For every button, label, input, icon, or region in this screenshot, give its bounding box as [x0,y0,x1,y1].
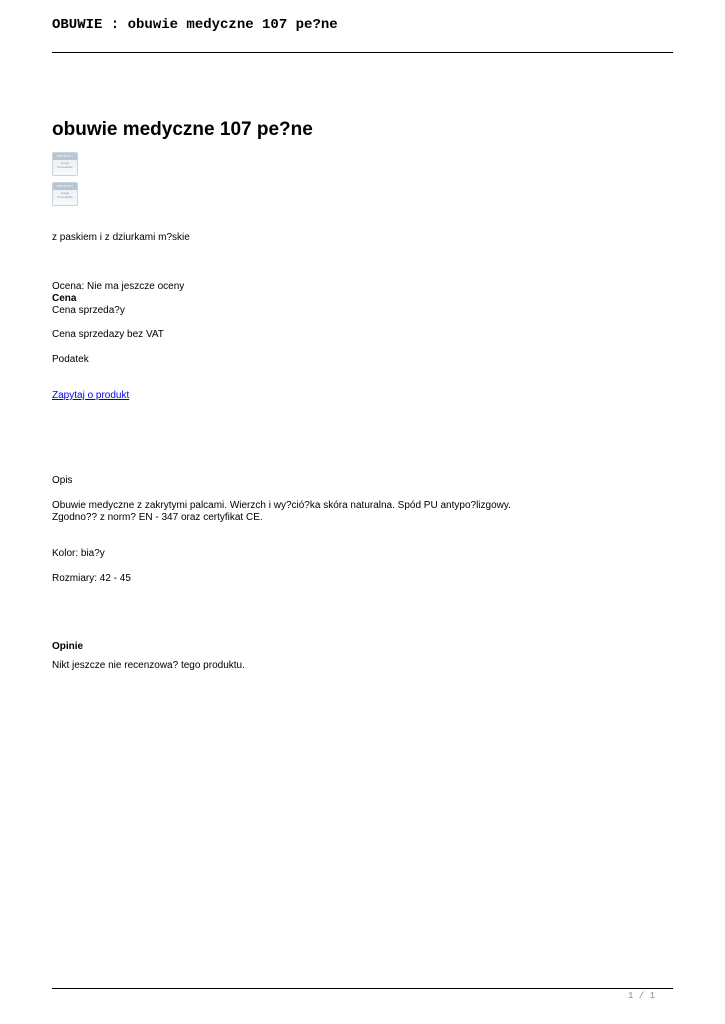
placeholder-band-label: PRODUCT [56,184,74,188]
placeholder-band-label: PRODUCT [56,154,74,158]
price-heading: Cena [52,293,77,304]
document-header-title: OBUWIE : obuwie medyczne 107 pe?ne [52,17,338,33]
description-heading: Opis [52,475,73,486]
description-line-1: Obuwie medyczne z zakrytymi palcami. Wierzch i wy?ció?ka skóra naturalna. Spód PU antypo?lizgowy. [52,500,511,511]
short-description: z paskiem i z dziurkami m?skie [52,232,190,243]
placeholder-text: Image Unavailable [57,161,73,169]
sizes-info: Rozmiary: 42 - 45 [52,573,131,584]
description-line-2: Zgodno?? z norm? EN - 347 oraz certyfikat CE. [52,512,263,523]
rating-text: Ocena: Nie ma jeszcze oceny [52,281,185,292]
reviews-heading: Opinie [52,641,84,652]
product-image-placeholder[interactable] [52,152,78,176]
tax-label: Podatek [52,354,89,365]
header-divider [52,52,673,53]
color-info: Kolor: bia?y [52,548,105,559]
page-number: 1 / 1 [627,991,655,1001]
footer-divider [52,988,673,989]
ask-about-product-link[interactable]: Zapytaj o produkt [52,390,130,401]
price-net-label: Cena sprzedazy bez VAT [52,329,164,340]
reviews-text: Nikt jeszcze nie recenzowa? tego produktu. [52,660,245,671]
price-sale-label: Cena sprzeda?y [52,305,125,316]
product-title: obuwie medyczne 107 pe?ne [52,119,313,140]
product-image-placeholder[interactable] [52,182,78,206]
placeholder-text: Image Unavailable [57,191,73,199]
